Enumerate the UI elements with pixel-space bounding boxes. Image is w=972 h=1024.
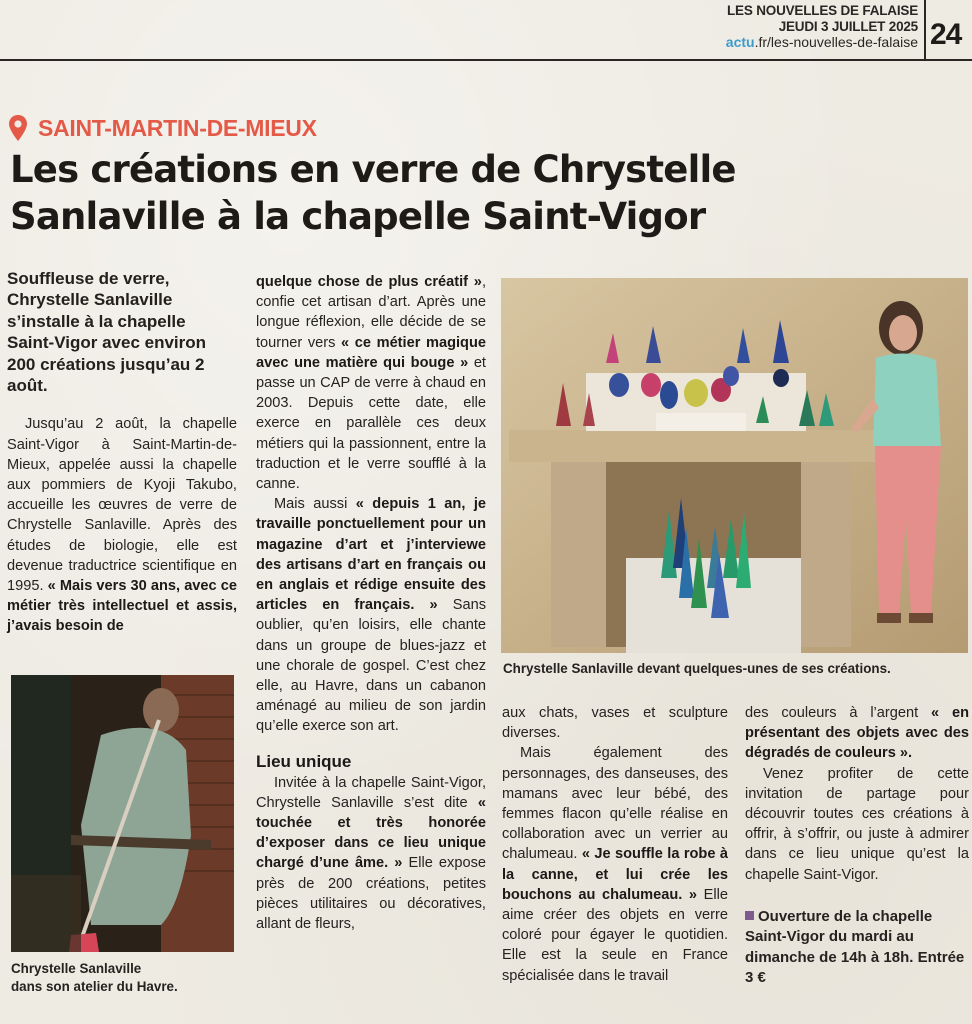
headline-line-1: Les créations en verre de Chrystelle: [10, 148, 736, 191]
paragraph-text: des couleurs à l’argent: [745, 705, 932, 721]
kicker: [8, 114, 317, 142]
paragraph-text: et passe un CAP de verre à chaud en 2003. Depuis cette date, elle exerce en parallèle ces deux métiers qui la passionnent, entre la traduction et le verre soufflé à la canne.: [256, 354, 486, 493]
masthead: [726, 4, 918, 49]
website-url: [726, 35, 918, 49]
location-kicker: SAINT-MARTIN-DE-MIEUX: [38, 114, 317, 141]
paragraph-text: Jusqu’au 2 août, la chapelle Saint-Vigor à Saint-Martin-de-Mieux, appelée aussi la chapelle aux pommiers de Kyoji Takubo, accueille les œuvres de verre de Chrystelle Sanlaville. Après des études de biologie, elle est devenue traductrice scientifique en 1995.: [7, 416, 237, 595]
paragraph-text: Mais aussi: [274, 496, 356, 513]
paragraph: aux chats, vases et sculpture diverses.: [502, 705, 728, 742]
practical-info: [745, 907, 969, 989]
main-photo-caption: Chrystelle Sanlaville devant quelques-unes de ses créations.: [503, 661, 891, 676]
url-path: .fr/les-nouvelles-de-falaise: [754, 34, 918, 50]
small-photo-caption: [11, 960, 236, 996]
photo-image: [11, 675, 234, 952]
header-divider: [924, 0, 926, 60]
quote: « Mais vers 30 ans, avec ce métier très intellectuel et assis, j’avais besoin de: [7, 578, 237, 635]
page-number: 24: [930, 18, 962, 51]
paragraph: [256, 494, 486, 736]
paragraph-text: Sans oublier, qu’en loisirs, elle chante dans un groupe de blues-jazz et une chorale de gospel. C’est chez elle, au Havre, dans un cabanon aménagé au milieu de son jardin qu’elle exerce son art.: [256, 597, 486, 735]
column-4: [745, 703, 969, 989]
paragraph-text: Invitée à la chapelle Saint-Vigor, Chrystelle Sanlaville s’est dite: [256, 774, 486, 811]
caption-line-1: Chrystelle Sanlaville: [11, 961, 142, 976]
paragraph: [502, 743, 728, 985]
quote: « touchée et très honorée d’exposer dans ce lieu unique chargé d’une âme. »: [256, 794, 486, 872]
subheading: Lieu unique: [256, 751, 352, 771]
paragraph-text: Elle expose près de 200 créations, petites pièces utilitaires ou décoratives, allant de fleurs,: [256, 855, 486, 933]
paragraph-text: Elle aime créer des objets en verre coloré pour égayer le quotidien. Elle est la seule en France spécialisée dans le travail: [502, 886, 729, 984]
caption-line-2: dans son atelier du Havre.: [11, 979, 178, 994]
newspaper-name: LES NOUVELLES DE FALAISE: [727, 3, 918, 18]
standfirst: Souffleuse de verre, Chrystelle Sanlaville s’installe à la chapelle Saint-Vigor avec environ 200 créations jusqu’au 2 août.: [7, 269, 207, 396]
paragraph: [7, 414, 237, 636]
paragraph-text: Mais également des personnages, des danseuses, des mamans avec leur bébé, des femmes flacon qu’elle réalise en collaboration avec un verrier au chalumeau.: [502, 745, 728, 863]
quote: « ce métier magique avec une matière qui bouge »: [256, 334, 487, 371]
map-pin-icon: [8, 114, 28, 142]
headline: [10, 146, 810, 240]
paragraph: Venez profiter de cette invitation de partage pour découvrir toutes ces créations à offrir, à s’offrir, ou juste à admirer dans ce lieu unique qu’est la chapelle Saint-Vigor.: [745, 765, 969, 883]
column-3: [502, 703, 728, 986]
column-1: [7, 268, 237, 637]
quote: « depuis 1 an, je travaille ponctuellement pour un magazine d’art et j’interviewe des artisans d’art en français ou en anglais et rédige ensuite des articles en français. »: [256, 496, 486, 614]
quote: « en présentant des objets avec des dégradés de couleurs ».: [745, 705, 969, 762]
url-brand: actu: [725, 34, 755, 50]
practical-info-text: Ouverture de la chapelle Saint-Vigor du mardi au dimanche de 14h à 18h. Entrée 3 €: [745, 907, 965, 987]
quote: « Je souffle la robe à la canne, et lui crée les bouchons au chalumeau. »: [502, 846, 728, 903]
headline-line-2: Sanlaville à la chapelle Saint-Vigor: [10, 195, 706, 238]
paragraph: [256, 773, 486, 935]
quote: quelque chose de plus créatif »: [256, 274, 482, 290]
photo-glassblower-workshop: [11, 675, 234, 952]
paragraph: [745, 703, 969, 764]
column-2: [256, 272, 486, 934]
paragraph: [256, 272, 486, 494]
header-rule: [0, 59, 972, 61]
info-bullet-icon: [745, 911, 754, 920]
photo-glass-creations-exhibit: [501, 278, 968, 653]
paragraph-text: , confie cet artisan d’art. Après une longue réflexion, elle décide de se tourner vers: [256, 274, 486, 351]
photo-image: [501, 278, 968, 653]
issue-date: JEUDI 3 JUILLET 2025: [778, 18, 918, 34]
